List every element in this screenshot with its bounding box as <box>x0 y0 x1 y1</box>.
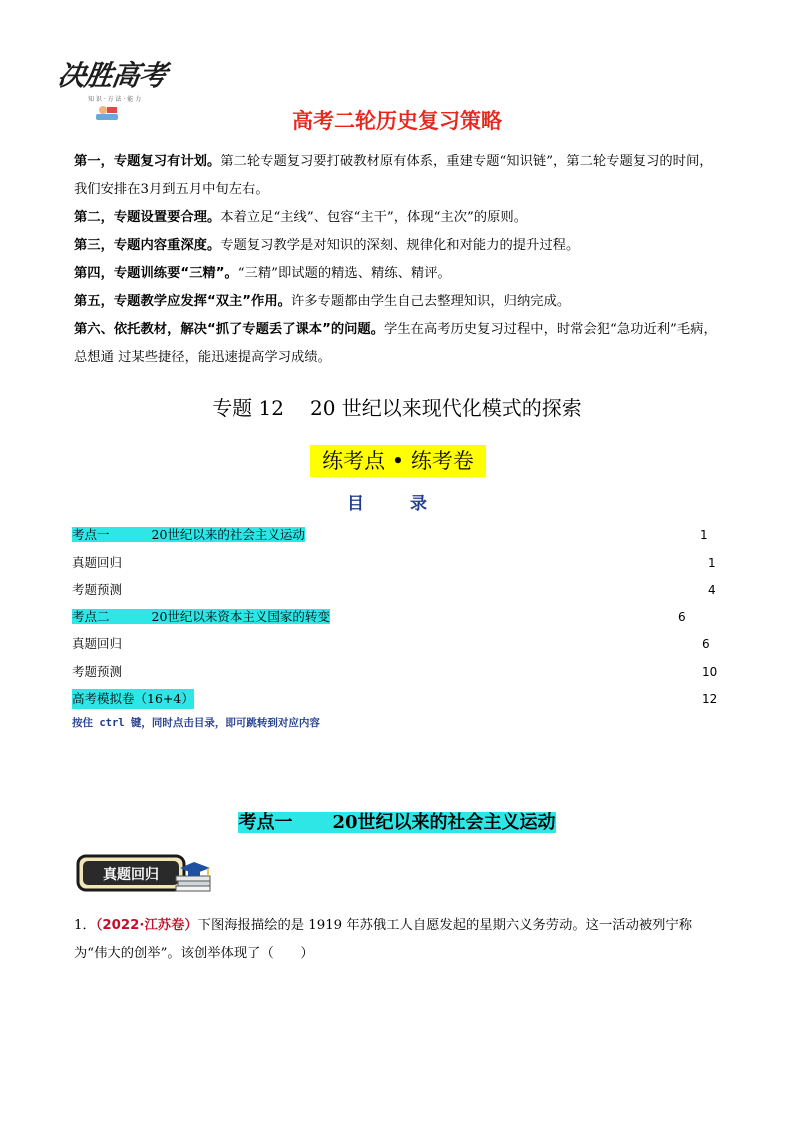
badge-text: 真题回归 <box>103 867 159 883</box>
logo-subtext: 知 识 · 方 法 · 能 力 <box>88 96 142 103</box>
strategy-body: 本着立足“主线”、包容“主干”，体现“主次”的原则。 <box>220 210 527 225</box>
toc-label: 考题预测 <box>72 582 123 597</box>
strategy-body: 专题复习教学是对知识的深刻、规律化和对能力的提升过程。 <box>220 238 580 253</box>
toc-label: 考点二 20世纪以来资本主义国家的转变 <box>72 609 330 624</box>
toc-label: 真题回归 <box>72 555 123 570</box>
strategy-2 <box>74 204 724 232</box>
section-title: 世纪以来的社会主义运动 <box>357 812 556 833</box>
strategy-lead: 第六、依托教材，解决“抓了专题丢了课本”的问题。 <box>74 322 385 337</box>
section-heading <box>0 808 794 834</box>
real-exam-badge <box>76 850 216 896</box>
section-label: 考点一 <box>238 812 293 833</box>
toc-page: 1 <box>708 556 716 570</box>
strategy-lead: 第二，专题设置要合理。 <box>74 210 221 225</box>
strategy-5 <box>74 288 724 316</box>
question-1 <box>74 912 724 968</box>
toc-row-real-exam-1[interactable] <box>72 553 722 573</box>
toc-label: 高考模拟卷（16+4） <box>72 689 194 709</box>
topic-prefix: 专题 12 <box>212 396 284 420</box>
toc-row-prediction-1[interactable] <box>72 580 722 600</box>
toc-row-topic-1[interactable] <box>72 525 722 545</box>
question-text: 下图海报描绘的是 1919 年苏俄工人自愿发起的星期六义务劳动。这一活动被列宁称为“伟大的创举”。该创举体现了（ ） <box>74 918 693 961</box>
strategy-body: 学生在高考历史复习过程中，时常会犯“急功近利”毛病，总想通 过某些捷径，能迅速提高学习成绩。 <box>74 322 717 365</box>
logo-text: 决胜高考 <box>55 59 169 92</box>
toc-page: 10 <box>702 665 718 679</box>
strategy-body: 许多专题都由学生自己去整理知识，归纳完成。 <box>290 294 571 309</box>
main-title: 高考二轮历史复习策略 <box>292 109 502 133</box>
strategy-3 <box>74 232 724 260</box>
strategy-lead: 第三，专题内容重深度。 <box>74 238 221 253</box>
toc-row-topic-2[interactable] <box>72 607 722 627</box>
toc-heading: 目 录 <box>347 494 447 514</box>
strategy-lead: 第四，专题训练要“三精”。 <box>74 266 238 281</box>
toc-hint: 按住 ctrl 键，同时点击目录，即可跳转到对应内容 <box>72 717 320 729</box>
toc-row-real-exam-2[interactable] <box>72 634 722 654</box>
toc-label: 真题回归 <box>72 636 123 651</box>
section-num: 20 <box>292 812 357 833</box>
subtitle-banner <box>310 445 486 477</box>
toc-row-mock-exam[interactable] <box>72 689 722 709</box>
toc-row-prediction-2[interactable] <box>72 662 722 682</box>
question-source: （2022·江苏卷） <box>95 918 198 933</box>
topic-title <box>0 392 794 421</box>
toc-page: 6 <box>702 637 710 651</box>
toc-label: 考题预测 <box>72 664 123 679</box>
strategy-body: 第二轮专题复习要打破教材原有体系，重建专题“知识链”，第二轮专题复习的时间，我们安排在3月到五月中旬左右。 <box>74 154 713 197</box>
toc-label: 考点一 20世纪以来的社会主义运动 <box>72 527 305 542</box>
topic-name: 20 世纪以来现代化模式的探索 <box>310 396 582 420</box>
strategy-1 <box>74 148 724 204</box>
strategy-6 <box>74 316 724 372</box>
strategy-body: “三精”即试题的精选、精练、精评。 <box>237 266 451 281</box>
question-number: 1． <box>74 918 96 933</box>
strategy-lead: 第五，专题教学应发挥“双主”作用。 <box>74 294 291 309</box>
toc-page: 1 <box>700 528 708 542</box>
strategy-lead: 第一，专题复习有计划。 <box>74 154 221 169</box>
toc-page: 4 <box>708 583 716 597</box>
toc-page: 6 <box>678 610 686 624</box>
subtitle: 练考点 • 练考卷 <box>322 449 474 473</box>
toc-page: 12 <box>702 692 718 706</box>
strategy-4 <box>74 260 724 288</box>
